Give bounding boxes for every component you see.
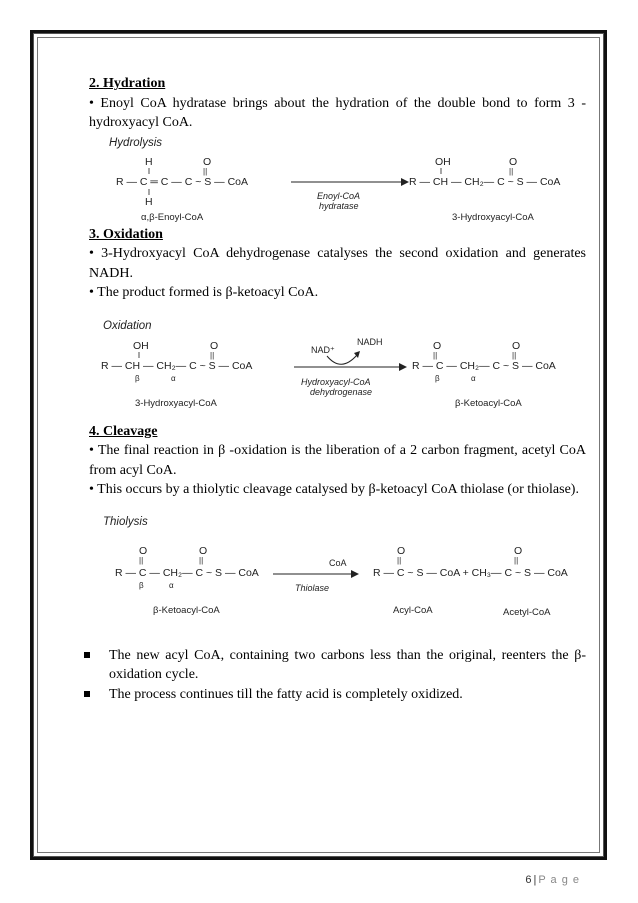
enoyl-coa-structure	[116, 156, 248, 208]
heading-oxidation: 3. Oxidation	[89, 226, 163, 242]
acyl-coa-acetyl-coa-structures	[373, 545, 568, 579]
list-item	[89, 646, 586, 685]
thiolysis-scheme	[89, 510, 586, 628]
svg-text:R — C — CH₂— C ~ S — CoA: R — C — CH₂— C ~ S — CoA	[412, 359, 556, 372]
enoyl-coa-label: α,β-Enoyl-CoA	[141, 211, 204, 223]
svg-text:O: O	[199, 544, 208, 557]
cleavage-text-1: • The final reaction in β -oxidation is the liberation of a 2 carbon fragment, acetyl CoA from acyl CoA.	[89, 443, 586, 478]
svg-text:||: ||	[509, 166, 514, 176]
thiolysis-title: Thiolysis	[103, 515, 148, 528]
svg-text:O: O	[397, 544, 406, 557]
oxidation-substrate-label: 3-Hydroxyacyl-CoA	[135, 397, 217, 409]
hydrolysis-diagram	[89, 133, 586, 223]
svg-text:||: ||	[512, 350, 517, 360]
page-word: P a g e	[538, 874, 580, 886]
acetyl-coa-label: Acetyl-CoA	[503, 606, 551, 618]
svg-text:α: α	[471, 373, 476, 383]
svg-text:O: O	[433, 339, 442, 352]
page-footer	[460, 874, 580, 886]
square-bullet-icon	[84, 691, 90, 697]
cofactor-curved-arrow	[327, 355, 357, 364]
hydratase-enzyme-line2: hydratase	[319, 200, 359, 211]
svg-text:||: ||	[433, 350, 438, 360]
nadh-label: NADH	[357, 336, 383, 347]
dehydrogenase-enzyme-line2: dehydrogenase	[310, 386, 373, 397]
svg-text:O: O	[509, 155, 518, 168]
svg-text:||: ||	[199, 555, 204, 565]
page-content	[89, 74, 586, 704]
svg-text:OH: OH	[435, 155, 451, 168]
heading-cleavage: 4. Cleavage	[89, 423, 158, 439]
thiolysis-diagram	[89, 510, 586, 628]
svg-text:O: O	[210, 339, 219, 352]
svg-text:||: ||	[139, 555, 144, 565]
square-bullet-icon	[84, 652, 90, 658]
svg-text:||: ||	[210, 350, 215, 360]
coa-reagent-label: CoA	[329, 557, 347, 568]
svg-text:R — CH — CH₂— C ~ S — CoA: R — CH — CH₂— C ~ S — CoA	[101, 359, 253, 372]
svg-text:O: O	[139, 544, 148, 557]
bullet-text: The new acyl CoA, containing two carbons less than the original, reenters the β-oxidation cycle.	[109, 647, 586, 682]
svg-text:R — C ═ C — C ~ S — CoA: R — C ═ C — C ~ S — CoA	[116, 175, 249, 188]
oxidation-title: Oxidation	[103, 319, 152, 332]
hydration-text: • Enoyl CoA hydratase brings about the hydration of the double bond to form 3 -hydroxyacyl CoA.	[89, 95, 586, 130]
thiolysis-arrowhead	[351, 570, 359, 578]
hydrolysis-title: Hydrolysis	[109, 136, 163, 149]
svg-text:||: ||	[203, 166, 208, 176]
svg-text:O: O	[203, 155, 212, 168]
svg-text:||: ||	[514, 555, 519, 565]
svg-text:α: α	[169, 580, 174, 590]
svg-text:||: ||	[397, 555, 402, 565]
svg-text:β: β	[139, 580, 144, 590]
thiolysis-substrate-label: β-Ketoacyl-CoA	[153, 604, 220, 616]
summary-bullets	[89, 646, 586, 705]
hydroxyacyl-coa-substrate-structure	[101, 340, 252, 383]
svg-text:β: β	[435, 373, 440, 383]
oxidation-product-label: β-Ketoacyl-CoA	[455, 397, 522, 409]
dehydrogenase-enzyme-line1: Hydroxyacyl-CoA	[301, 376, 371, 387]
svg-text:OH: OH	[133, 339, 149, 352]
svg-text:O: O	[514, 544, 523, 557]
thiolase-enzyme-label: Thiolase	[295, 582, 330, 593]
nad-label: NAD⁺	[311, 344, 335, 355]
footer-separator: |	[533, 874, 537, 886]
ketoacyl-coa-substrate-structure	[115, 545, 259, 590]
oxidation-diagram	[89, 311, 586, 421]
cleavage-text-2: • This occurs by a thiolytic cleavage catalysed by β-ketoacyl CoA thiolase (or thiolase).	[89, 482, 579, 497]
oxidation-arrowhead	[399, 363, 407, 371]
hydrolysis-arrowhead	[401, 178, 409, 186]
page-number: 6	[525, 874, 532, 886]
svg-text:O: O	[512, 339, 521, 352]
list-item	[89, 685, 586, 705]
svg-text:R — C ~ S — CoA + CH₃— C ~ S: R — C ~ S — CoA + CH₃— C ~ S — CoA	[373, 566, 568, 579]
heading-hydration: 2. Hydration	[89, 76, 166, 91]
bullet-text: The process continues till the fatty acid is completely oxidized.	[109, 686, 463, 702]
svg-text:R — CH — CH₂— C ~ S — CoA: R — CH — CH₂— C ~ S — CoA	[409, 175, 561, 188]
oxidation-text-2: • The product formed is β-ketoacyl CoA.	[89, 285, 319, 300]
oxidation-scheme	[89, 311, 586, 421]
hydratase-enzyme-line1: Enoyl-CoA	[317, 190, 361, 201]
svg-text:H: H	[145, 155, 153, 168]
hydroxyacyl-coa-structure	[409, 156, 560, 188]
acyl-coa-label: Acyl-CoA	[393, 604, 433, 616]
ketoacyl-coa-structure	[412, 340, 556, 383]
svg-text:α: α	[171, 373, 176, 383]
hydrolysis-scheme	[89, 133, 586, 223]
svg-text:H: H	[145, 195, 153, 208]
svg-text:β: β	[135, 373, 140, 383]
hydroxyacyl-coa-label: 3-Hydroxyacyl-CoA	[452, 211, 534, 223]
svg-text:R — C — CH₂— C ~ S — CoA: R — C — CH₂— C ~ S — CoA	[115, 566, 259, 579]
oxidation-text-1: • 3-Hydroxyacyl CoA dehydrogenase catalyses the second oxidation and generates NADH.	[89, 246, 586, 281]
